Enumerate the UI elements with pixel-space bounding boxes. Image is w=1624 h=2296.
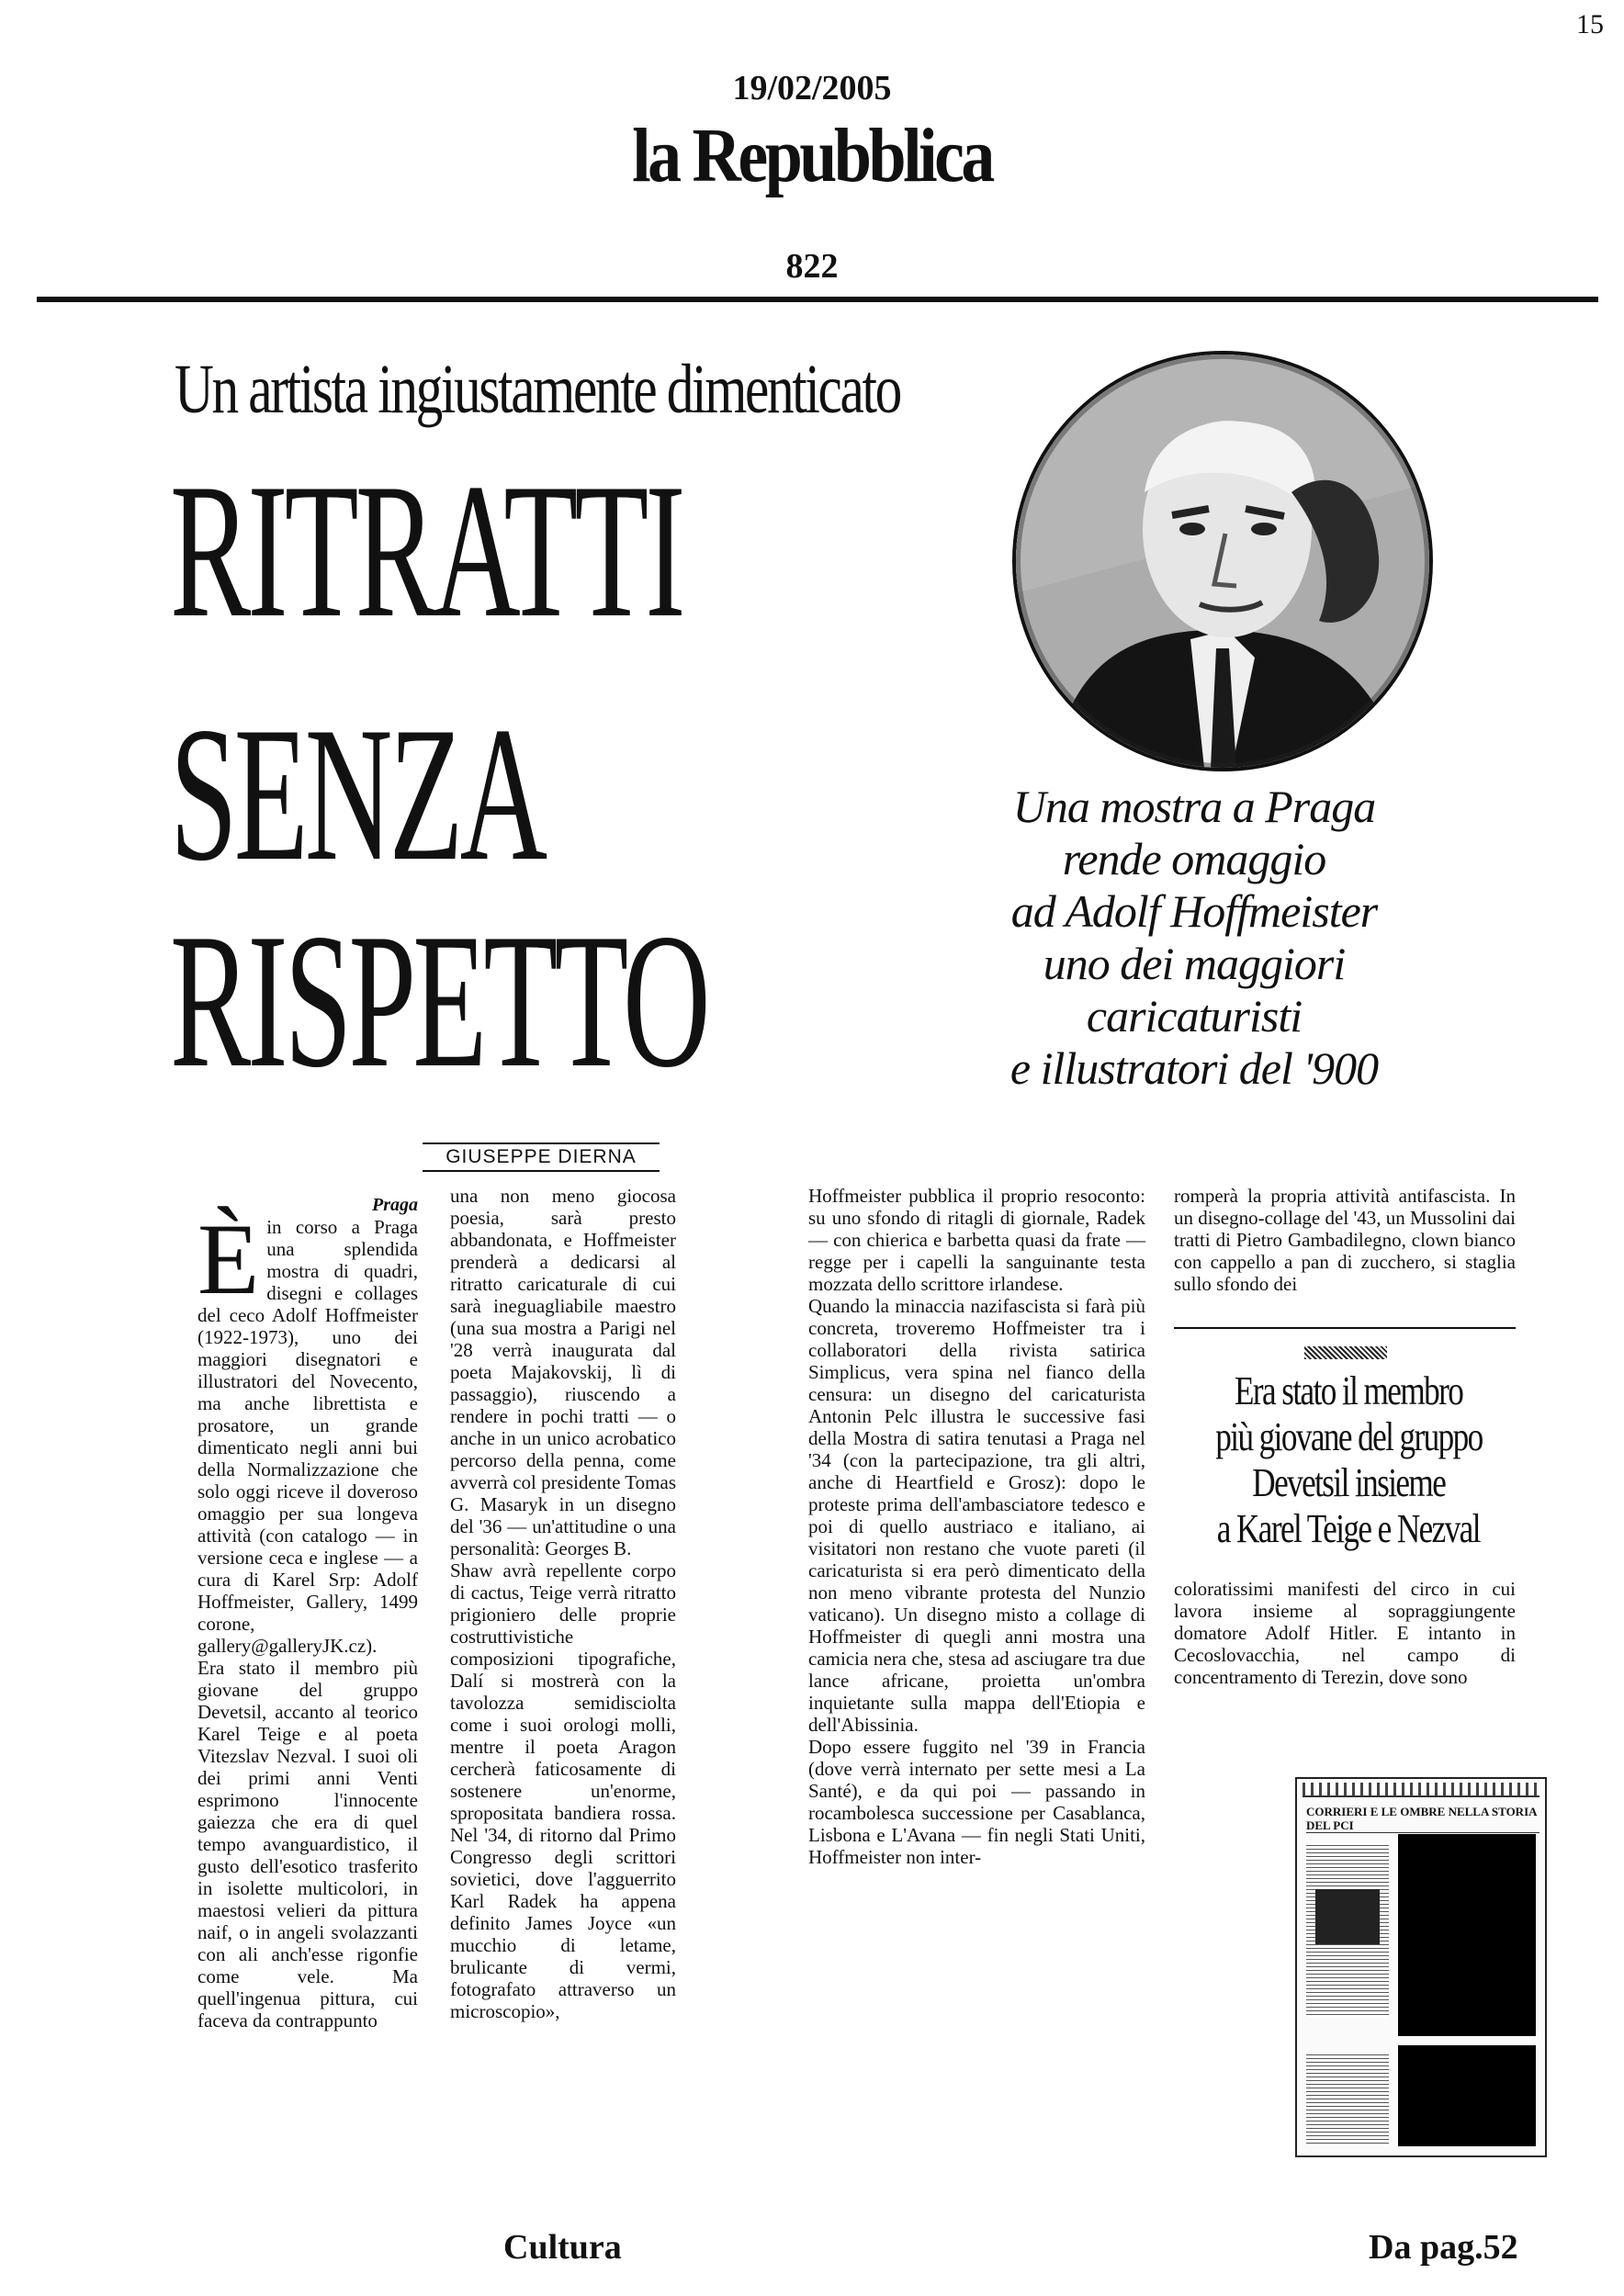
paragraph: Quando la minaccia nazifascista si farà più concreta, troveremo Hoffmeister tra i collaboratori della rivista satirica Simplicus, vera spina nel fianco della censura: un disegno del caricaturista Antonin Pelc illustra le successive fasi della Mostra di satira tenutasi a Praga nel '34 (con la partecipazione, tra gli altri, anche di Heartfield e Grosz): dopo le proteste prima dell'ambasciatore tedesco e poi di quello austriaco e italiano, ai visitatori non restano che vuote pareti (il caricaturista si era però dimenticato della non meno vibrante protesta del Nunzio vaticano). Un disegno misto a collage di Hoffmeister di quegli anni mostra una camicia nera che, stesa ad asciugare tra due lance africane, proietta un'ombra inquietante sulla mappa dell'Etiopia e dell'Abissinia.	[808, 1295, 1145, 1736]
pull-quote	[1174, 1368, 1523, 1552]
pull-quote-line: Era stato il membro	[1234, 1368, 1463, 1413]
page-number: 15	[1576, 9, 1604, 39]
headline-line-2: SENZA	[170, 688, 545, 901]
byline: GIUSEPPE DIERNA	[423, 1142, 660, 1172]
thumbnail-photo	[1315, 1889, 1380, 1944]
issue-date: 19/02/2005	[732, 69, 892, 107]
portrait-illustration	[1016, 355, 1429, 768]
summary-line: rende omaggio	[1062, 833, 1326, 884]
article-column-3	[808, 1185, 1145, 1868]
article-column-4	[1174, 1185, 1516, 1295]
summary-line: Una mostra a Praga	[1012, 781, 1376, 832]
article-column-2	[450, 1185, 676, 2022]
decorative-bar	[1304, 1346, 1387, 1359]
article-column-1	[197, 1194, 418, 2032]
portrait-photo	[1012, 351, 1433, 771]
page-reference: Da pag.52	[1369, 2228, 1518, 2267]
thumbnail-text-lines	[1306, 2054, 1389, 2146]
section-label: Cultura	[503, 2228, 622, 2267]
paragraph: romperà la propria attività antifascista. In un disegno-collage del '43, un Mussolini dai tratti di Pietro Gambadilegno, clown bianco con cappello a pan di zucchero, si staglia sullo sfondo dei	[1174, 1185, 1516, 1295]
summary-line: ad Adolf Hoffmeister	[1010, 885, 1378, 937]
article-column-4-continued	[1174, 1578, 1516, 1688]
drop-cap: È	[197, 1203, 260, 1315]
related-page-thumbnail	[1295, 1777, 1547, 2157]
dateline: Praga	[372, 1195, 418, 1215]
article-kicker: Un artista ingiustamente dimenticato	[175, 351, 900, 428]
thumbnail-image-block	[1398, 2045, 1536, 2146]
summary-line: e illustratori del '900	[1009, 1042, 1379, 1094]
thumbnail-image-block	[1398, 1834, 1536, 2036]
summary-line: uno dei maggiori	[1043, 938, 1346, 989]
summary-line: caricaturisti	[1086, 990, 1303, 1041]
pull-quote-line: a Karel Teige e Nezval	[1216, 1506, 1481, 1551]
paragraph: una non meno giocosa poesia, sarà presto abbandonata, e Hoffmeister prenderà a dedicarsi al ritratto caricaturale di cui sarà ineguagliabile maestro (una sua mostra a Parigi nel '28 verrà inaugurata dal poeta Majakovskij, lì di passaggio), riuscendo a rendere in pochi tratti — o anche in un unico acrobatico percorso della penna, come avverrà col presidente Tomas G. Masaryk in un disegno del '36 — un'attitudine o una personalità: Georges B.	[450, 1185, 676, 1559]
issue-number: 822	[785, 247, 839, 286]
paragraph: in corso a Praga una splendida mostra di quadri, disegni e collages del ceco Adolf Hoffmeister (1922-1973), uno dei maggiori disegnatori e illustratori del Novecento, ma anche librettista e prosatore, un grande dimenticato negli anni bui della Normalizzazione che solo oggi riceve il doveroso omaggio per sua longeva attività (con catalogo — in versione ceca e inglese — a cura di Karel Srp: Adolf Hoffmeister, Gallery, 1499 corone, gallery@galleryJK.cz).	[197, 1216, 418, 1657]
paragraph: coloratissimi manifesti del circo in cui lavora insieme al sopraggiungente domatore Adolf Hitler. E intanto in Cecoslovacchia, nel campo di concentramento di Terezin, dove sono	[1174, 1578, 1516, 1688]
newspaper-masthead: la Repubblica	[632, 113, 992, 198]
column-divider	[1174, 1327, 1516, 1329]
header-rule	[37, 297, 1598, 302]
paragraph: Shaw avrà repellente corpo di cactus, Teige verrà ritratto prigioniero delle proprie costruttivistiche composizioni tipografiche, Dalí si mostrerà con la tavolozza semidisciolta come i suoi orologi molli, mentre il poeta Aragon cercherà faticosamente di sostenere un'enorme, spropositata bandiera rossa. Nel '34, di ritorno dal Primo Congresso degli scrittori sovietici, dove l'agguerrito Karl Radek ha appena definito James Joyce «un mucchio di letame, brulicante di vermi, fotografato attraverso un microscopio»,	[450, 1559, 676, 2022]
thumbnail-title: CORRIERI E LE OMBRE NELLA STORIA DEL PCI	[1306, 1805, 1539, 1833]
thumbnail-header	[1303, 1783, 1539, 1797]
paragraph: Hoffmeister pubblica il proprio resoconto: su uno sfondo di ritagli di giornale, Radek — con chierica e barbetta quasi da frate — regge per i capelli la sanguinante testa mozzata dello scrittore irlandese.	[808, 1185, 1145, 1295]
pull-quote-line: Devetsil insieme	[1252, 1460, 1445, 1505]
paragraph: Dopo essere fuggito nel '39 in Francia (dove verrà internato per sette mesi a La Santé), e da qui poi — passando in rocambolesca successione per Casablanca, Lisbona e L'Avana — fin negli Stati Uniti, Hoffmeister non inter-	[808, 1736, 1145, 1868]
pull-quote-line: più giovane del gruppo	[1214, 1414, 1483, 1459]
article-summary	[964, 781, 1424, 1095]
headline-line-1: RITRATTI	[170, 445, 682, 658]
paragraph: Era stato il membro più giovane del gruppo Devetsil, accanto al teorico Karel Teige e al poeta Vitezslav Nezval. I suoi oli dei primi anni Venti esprimono l'innocente gaiezza che era di quel tempo avanguardistico, il gusto dell'esotico trasferito in isolette multicolori, in maestosi velieri da pittura naif, o in angeli svolazzanti con ali anch'esse rigonfie come vele. Ma quell'ingenua pittura, cui faceva da contrappunto	[197, 1657, 418, 2032]
headline-line-3: RISPETTO	[170, 895, 707, 1108]
